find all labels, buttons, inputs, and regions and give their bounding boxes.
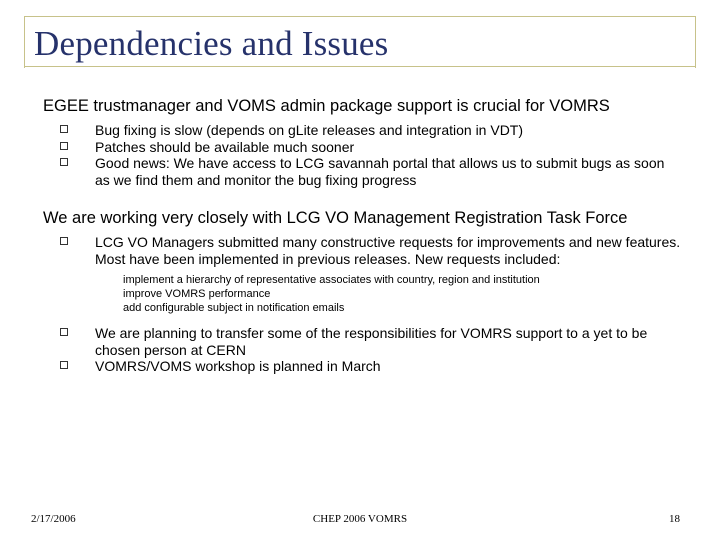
section-1-bullet-1 xyxy=(43,122,683,139)
bullet-text: LCG VO Managers submitted many constructive requests for improvements and new features. Most have been implemented in previous releases. New requests included: xyxy=(95,234,681,267)
page-number: 18 xyxy=(669,513,680,525)
section-1-text: EGEE trustmanager and VOMS admin package support is crucial for VOMRS xyxy=(43,97,610,115)
square-bullet-icon xyxy=(60,328,68,336)
square-bullet-icon xyxy=(60,237,68,245)
square-bullet-icon xyxy=(60,158,68,166)
subitem-3: add configurable subject in notification emails xyxy=(123,302,345,314)
subitem-1: implement a hierarchy of representative associates with country, region and institution xyxy=(123,274,540,286)
title-frame-right xyxy=(695,16,696,68)
footer-date: 2/17/2006 xyxy=(31,513,76,525)
section-2-bullet-2 xyxy=(43,325,683,358)
section-2-bullet-3 xyxy=(43,358,683,375)
section-2-bullet-1 xyxy=(43,234,683,267)
slide-body xyxy=(43,96,683,375)
slide-title: Dependencies and Issues xyxy=(34,24,389,63)
bullet-text: We are planning to transfer some of the responsibilities for VOMRS support to a yet to be chosen person at CERN xyxy=(95,325,648,358)
square-bullet-icon xyxy=(60,142,68,150)
square-bullet-icon xyxy=(60,361,68,369)
square-bullet-icon xyxy=(60,125,68,133)
subitem-2: improve VOMRS performance xyxy=(123,288,271,300)
section-1-bullet-2 xyxy=(43,139,683,156)
title-frame-bottom xyxy=(24,66,696,67)
title-frame-top xyxy=(24,16,696,17)
section-2-text: We are working very closely with LCG VO Management Registration Task Force xyxy=(43,209,628,227)
bullet-text: VOMRS/VOMS workshop is planned in March xyxy=(95,358,381,374)
footer-title: CHEP 2006 VOMRS xyxy=(312,513,408,525)
bullet-text: Patches should be available much sooner xyxy=(95,138,355,155)
bullet-text: Good news: We have access to LCG savannah portal that allows us to submit bugs as soon as we find them and monitor the bug fixing progress xyxy=(95,155,665,188)
section-1-bullet-3 xyxy=(43,155,683,188)
title-frame-left xyxy=(24,16,25,68)
bullet-text: Bug fixing is slow (depends on gLite releases and integration in VDT) xyxy=(95,122,524,138)
